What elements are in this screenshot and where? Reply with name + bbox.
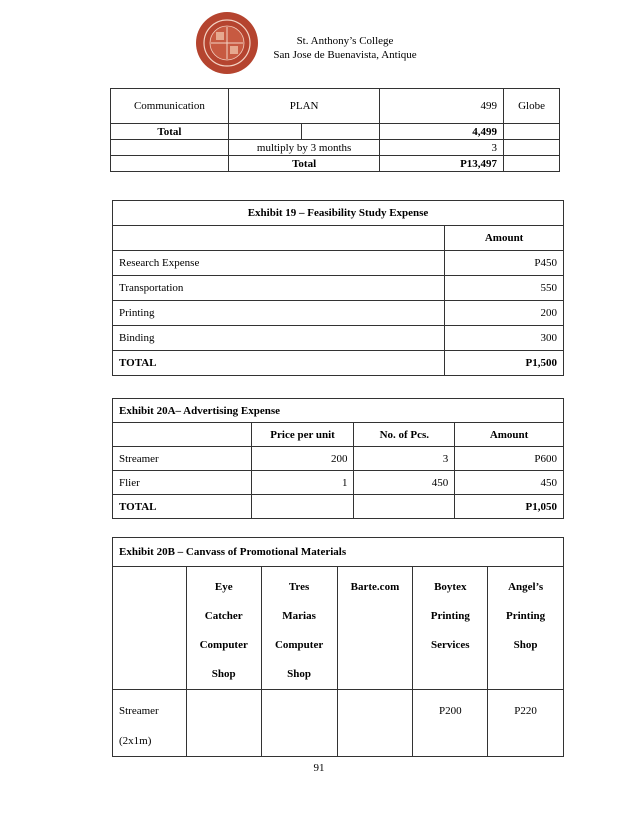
table-row: [113, 423, 564, 447]
college-location: San Jose de Buenavista, Antique: [273, 49, 417, 61]
price-cell: [261, 690, 337, 757]
grand-total-label: Total: [228, 156, 380, 172]
college-name: St. Anthony’s College: [296, 35, 394, 47]
exhibit-20b-title: Exhibit 20B – Canvass of Promotional Materials: [113, 538, 564, 567]
table-row: [111, 89, 560, 124]
table-row: [113, 567, 564, 690]
expense-label: Transportation: [113, 276, 445, 301]
table-row: [113, 276, 564, 301]
table-row: [113, 495, 564, 519]
item-label: Flier: [113, 471, 252, 495]
table-row: [113, 538, 564, 567]
table-row: [113, 471, 564, 495]
table-row: [113, 201, 564, 226]
table-row: [111, 140, 560, 156]
price-cell: P200: [413, 690, 488, 757]
total-amount: P1,050: [455, 495, 564, 519]
page-header: [250, 34, 440, 62]
exhibit-19-table: [112, 200, 564, 376]
expense-amount: P450: [445, 251, 564, 276]
exhibit-19-title: Exhibit 19 – Feasibility Study Expense: [113, 201, 564, 226]
column-header: No. of Pcs.: [354, 423, 455, 447]
table-row: [113, 690, 564, 757]
shop-header: Angel’s Printing Shop: [488, 567, 564, 690]
amount-header: Amount: [445, 226, 564, 251]
pcs-cell: 3: [354, 447, 455, 471]
price-cell: P220: [488, 690, 564, 757]
total-label: TOTAL: [113, 351, 445, 376]
pcs-cell: 450: [354, 471, 455, 495]
page-number: 91: [313, 762, 325, 774]
expense-label: Research Expense: [113, 251, 445, 276]
plan-category: Communication: [111, 89, 229, 124]
shop-header: Boytex Printing Services: [413, 567, 488, 690]
price-cell: 200: [251, 447, 354, 471]
column-header: Amount: [455, 423, 564, 447]
plan-amount: 499: [380, 89, 504, 124]
amount-cell: P600: [455, 447, 564, 471]
grand-total-value: P13,497: [380, 156, 504, 172]
total-label: TOTAL: [113, 495, 252, 519]
expense-amount: 200: [445, 301, 564, 326]
table-row: [113, 251, 564, 276]
table-row: [111, 156, 560, 172]
price-cell: 1: [251, 471, 354, 495]
item-label: Streamer: [113, 447, 252, 471]
expense-amount: 550: [445, 276, 564, 301]
table-row: [113, 301, 564, 326]
total-label: Total: [111, 124, 229, 140]
expense-label: Binding: [113, 326, 445, 351]
table-row: [113, 447, 564, 471]
column-header: Price per unit: [251, 423, 354, 447]
college-seal-logo: [196, 12, 258, 74]
plan-name: PLAN: [228, 89, 380, 124]
plan-table: [110, 88, 560, 172]
table-row: [113, 351, 564, 376]
item-label: Streamer (2x1m): [113, 690, 187, 757]
total-amount: P1,500: [445, 351, 564, 376]
amount-cell: 450: [455, 471, 564, 495]
shop-header: Eye Catcher Computer Shop: [186, 567, 261, 690]
table-row: [113, 226, 564, 251]
multiply-value: 3: [380, 140, 504, 156]
expense-amount: 300: [445, 326, 564, 351]
multiply-label: multiply by 3 months: [228, 140, 380, 156]
exhibit-20a-table: [112, 398, 564, 519]
plan-provider: Globe: [504, 89, 560, 124]
table-row: [113, 326, 564, 351]
table-row: [113, 399, 564, 423]
exhibit-20a-title: Exhibit 20A– Advertising Expense: [113, 399, 564, 423]
shop-header: Tres Marias Computer Shop: [261, 567, 337, 690]
price-cell: [337, 690, 413, 757]
exhibit-20b-table: [112, 537, 564, 757]
shop-header: Barte.com: [337, 567, 413, 690]
price-cell: [186, 690, 261, 757]
total-value: 4,499: [380, 124, 504, 140]
expense-label: Printing: [113, 301, 445, 326]
table-row: [111, 124, 560, 140]
